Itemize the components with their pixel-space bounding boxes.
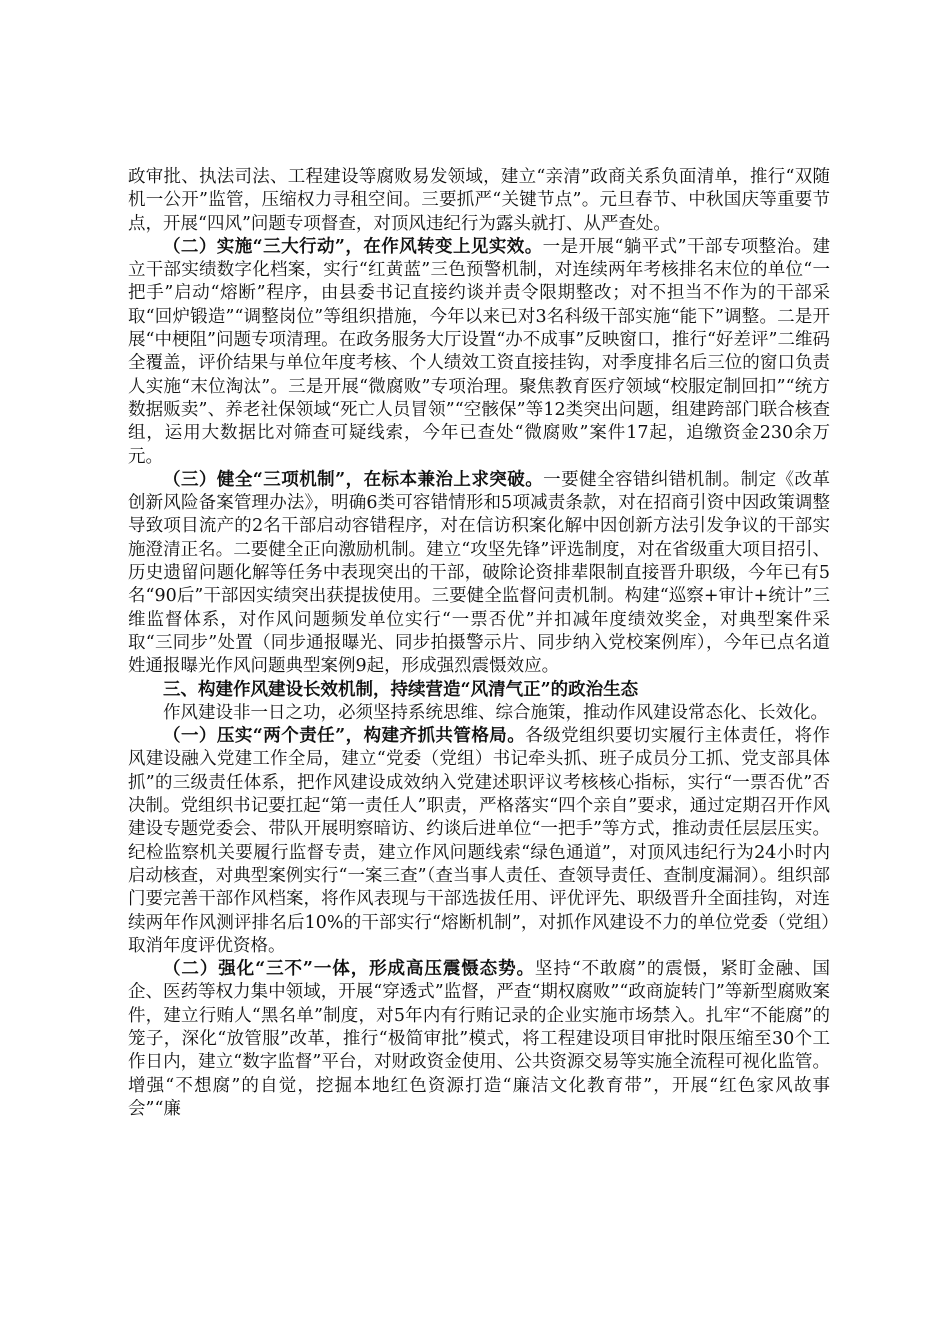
paragraph-lead: （一）压实“两个责任”，构建齐抓共管格局。	[163, 726, 526, 747]
paragraph-lead: （二）实施“三大行动”，在作风转变上见实效。	[163, 236, 543, 257]
paragraph-4	[128, 702, 830, 725]
paragraph-lead: （二）强化“三不”一体，形成高压震慑态势。	[163, 959, 535, 980]
section-heading: 三、构建作风建设长效机制，持续营造“风清气正”的政治生态	[163, 679, 639, 700]
paragraph-6	[128, 958, 830, 1121]
paragraph-text: 坚持“不敢腐”的震慑，紧盯金融、国企、医药等权力集中领域，开展“穿透式”监督，严查“期权腐败”“政商旋转门”等新型腐败案件，建立行贿人“黑名单”制度，对5年内有行贿记录的企业实施市场禁入。扎牢“不能腐”的笼子，深化“放管服”改革，推行“极简审批”模式，将工程建设项目审批时限压缩至30个工作日内，建立“数字监督”平台，对财政资金使用、公共资源交易等实施全流程可视化监管。增强“不想腐”的自觉，挖掘本地红色资源打造“廉洁文化教育带”，开展“红色家风故事会”“廉	[128, 959, 830, 1119]
paragraph-text: 各级党组织要切实履行主体责任，将作风建设融入党建工作全局，建立“党委（党组）书记牵头抓、班子成员分工抓、党支部具体抓”的三级责任体系，把作风建设成效纳入党建述职评议考核核心指标，实行“一票否优”否决制。党组织书记要扛起“第一责任人”职责，严格落实“四个亲自”要求，通过定期召开作风建设专题党委会、带队开展明察暗访、约谈后进单位“一把手”等方式，推动责任层层压实。纪检监察机关要履行监督专责，建立作风问题线索“绿色通道”，对顶风违纪行为24小时内启动核查，对典型案例实行“一案三查”（查当事人责任、查领导责任、查制度漏洞）。组织部门要完善干部作风档案，将作风表现与干部选拔任用、评优评先、职级晋升全面挂钩，对连续两年作风测评排名后10%的干部实行“熔断机制”，对抓作风建设不力的单位党委（党组）取消年度评优资格。	[128, 726, 830, 956]
document-body	[128, 166, 830, 1121]
paragraph-lead: （三）健全“三项机制”，在标本兼治上求突破。	[163, 469, 544, 490]
paragraph-2	[128, 236, 830, 469]
paragraph-5	[128, 725, 830, 958]
paragraph-text: 政审批、执法司法、工程建设等腐败易发领域，建立“亲清”政商关系负面清单，推行“双随机一公开”监管，压缩权力寻租空间。三要抓严“关键节点”。元旦春节、中秋国庆等重要节点，开展“四风”问题专项督查，对顶风违纪行为露头就打、从严查处。	[128, 167, 830, 234]
paragraph-3	[128, 469, 830, 679]
paragraph-1	[128, 166, 830, 236]
paragraph-text: 作风建设非一日之功，必须坚持系统思维、综合施策，推动作风建设常态化、长效化。	[163, 702, 828, 723]
paragraph-text: 一要健全容错纠错机制。制定《改革创新风险备案管理办法》，明确6类可容错情形和5项减责条款，对在招商引资中因政策调整导致项目流产的2名干部启动容错程序，对在信访积案化解中因创新方法引发争议的干部实施澄清正名。二要健全正向激励机制。建立“攻坚先锋”评选制度，对在省级重大项目招引、历史遗留问题化解等任务中表现突出的干部，破除论资排辈限制直接晋升职级，今年已有5名“90后”干部因实绩突出获提拔使用。三要健全监督问责机制。构建“巡察+审计+统计”三维监督体系，对作风问题频发单位实行“一票否优”并扣减年度绩效奖金，对典型案件采取“三同步”处置（同步通报曝光、同步拍摄警示片、同步纳入党校案例库），今年已点名道姓通报曝光作风问题典型案例9起，形成强烈震慑效应。	[128, 469, 830, 677]
paragraph-text: 一是开展“躺平式”干部专项整治。建立干部实绩数字化档案，实行“红黄蓝”三色预警机制，对连续两年考核排名末位的单位“一把手”启动“熔断”程序，由县委书记直接约谈并责令限期整改；对不担当不作为的干部采取“回炉锻造”“调整岗位”等组织措施，今年以来已对3名科级干部实施“能下”调整。二是开展“中梗阻”问题专项清理。在政务服务大厅设置“办不成事”反映窗口，推行“好差评”二维码全覆盖，评价结果与单位年度考核、个人绩效工资直接挂钩，对季度排名后三位的窗口负责人实施“末位淘汰”。三是开展“微腐败”专项治理。聚焦教育医疗领域“校服定制回扣”“统方数据贩卖”、养老社保领域“死亡人员冒领”“空骸保”等12类突出问题，组建跨部门联合核查组，运用大数据比对筛查可疑线索，今年已查处“微腐败”案件17起，追缴资金230余万元。	[128, 236, 830, 467]
